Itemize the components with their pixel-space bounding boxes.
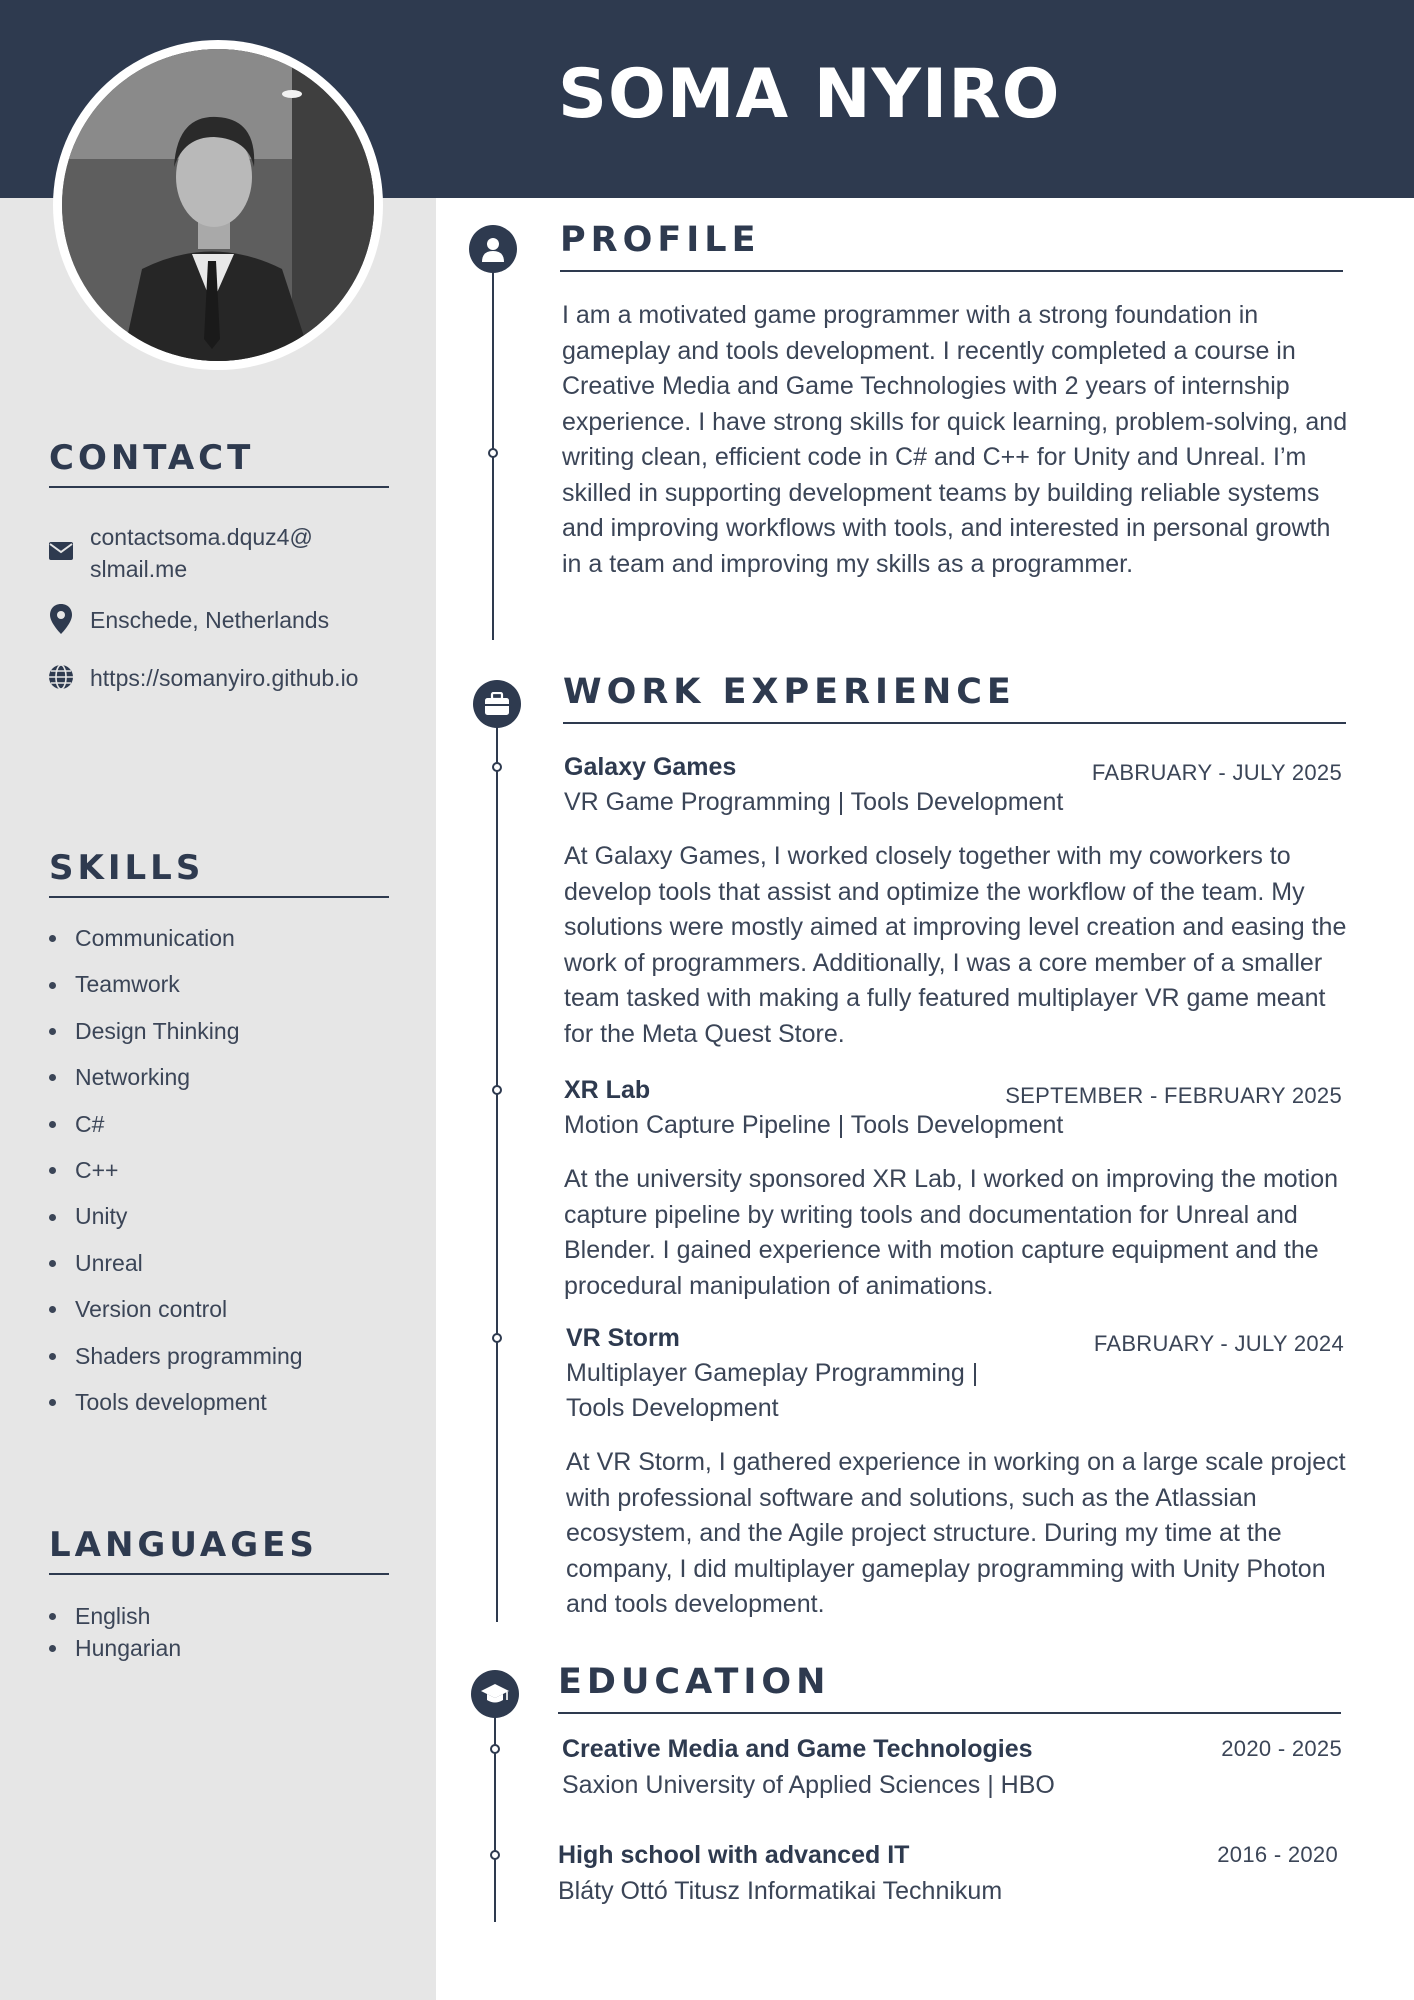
skill-item: Tools development [49, 1379, 303, 1425]
timeline-dot [492, 1085, 502, 1095]
contact-website[interactable] [46, 662, 386, 694]
skills-list [49, 915, 303, 1425]
contact-heading: CONTACT [49, 438, 389, 488]
job-date: FABRUARY - JULY 2025 [1091, 760, 1342, 785]
skill-item: C# [49, 1101, 303, 1147]
briefcase-icon [473, 680, 521, 728]
work-timeline-line [496, 727, 498, 1622]
timeline-dot [492, 762, 502, 772]
job-role: VR Game Programming | Tools Development [564, 788, 1064, 816]
email-line-2: slmail.me [90, 556, 188, 582]
language-item: Hungarian [49, 1632, 181, 1664]
location-text: Enschede, Netherlands [90, 607, 330, 633]
education-heading: EDUCATION [558, 1660, 1341, 1714]
work-experience-heading: WORK EXPERIENCE [563, 670, 1346, 724]
job-role-line-2: Tools Development [566, 1394, 779, 1422]
profile-text: I am a motivated game programmer with a strong foundation in gameplay and tools development. I recently completed a course in Creative Media and Game Technologies with 2 years of internship experience. I have strong skills for quick learning, problem-solving, and writing clean, efficient code in C# and C++ for Unity and Unreal. I’m skilled in supporting development teams by building reliable systems and improving workflows with tools, and interested in personal growth in a team and improving my skills as a programmer. [562, 301, 1348, 578]
email-line-1: contactsoma.dquz4@ [90, 524, 313, 550]
education-title: High school with advanced IT [558, 1841, 910, 1869]
website-link[interactable]: https://somanyiro.github.io [90, 665, 359, 691]
job-company: Galaxy Games [564, 753, 737, 781]
language-item: English [49, 1600, 181, 1632]
person-icon [469, 225, 517, 273]
timeline-dot [488, 448, 498, 458]
job-description: At Galaxy Games, I worked closely together with my coworkers to develop tools that assist and optimize the workflow of the team. My solutions were mostly aimed at improving level creation and easing the work of programmers. Additionally, I was a core member of a smaller team tasked with making a fully featured multiplayer VR game meant for the Meta Quest Store. [564, 842, 1347, 1048]
education-date: 2016 - 2020 [1217, 1842, 1338, 1867]
skill-item: Shaders programming [49, 1333, 303, 1379]
education-timeline-line [494, 1694, 496, 1922]
education-title: Creative Media and Game Technologies [562, 1735, 1033, 1763]
job-role: Motion Capture Pipeline | Tools Development [564, 1111, 1064, 1139]
languages-list [49, 1600, 181, 1664]
contact-email[interactable] [46, 521, 386, 585]
languages-heading: LANGUAGES [49, 1525, 389, 1575]
skill-item: Version control [49, 1286, 303, 1332]
job-description: At VR Storm, I gathered experience in working on a large scale project with professional software and solutions, such as the Atlassian ecosystem, and the Agile project structure. During my time at the company, I did multiplayer gameplay programming with Unity Photon and tools development. [566, 1448, 1346, 1618]
globe-icon [46, 662, 76, 692]
profile-photo [53, 40, 383, 370]
job-company: VR Storm [566, 1324, 680, 1352]
graduation-cap-icon [471, 1670, 519, 1718]
job-description: At the university sponsored XR Lab, I worked on improving the motion capture pipeline by writing tools and documentation for Unreal and Blender. I gained experience with motion capture equipment and the procedural manipulation of animations. [564, 1165, 1339, 1300]
timeline-dot [492, 1333, 502, 1343]
skill-item: Unity [49, 1193, 303, 1239]
skill-item: Teamwork [49, 961, 303, 1007]
skill-item: Communication [49, 915, 303, 961]
timeline-dot [490, 1850, 500, 1860]
skill-item: Design Thinking [49, 1008, 303, 1054]
skill-item: Unreal [49, 1240, 303, 1286]
skills-heading: SKILLS [49, 848, 389, 898]
education-school: Bláty Ottó Titusz Informatikai Technikum [558, 1877, 1003, 1905]
job-date: FABRUARY - JULY 2024 [1093, 1331, 1344, 1356]
timeline-dot [490, 1744, 500, 1754]
profile-timeline-line [492, 250, 494, 640]
candidate-name: SOMA NYIRO [558, 55, 1061, 134]
skill-item: C++ [49, 1147, 303, 1193]
education-date: 2020 - 2025 [1221, 1736, 1342, 1761]
profile-heading: PROFILE [560, 218, 1343, 272]
envelope-icon [46, 536, 76, 566]
profile-photo-image [62, 49, 374, 361]
skill-item: Networking [49, 1054, 303, 1100]
job-date: SEPTEMBER - FEBRUARY 2025 [1005, 1083, 1342, 1108]
education-school: Saxion University of Applied Sciences | HBO [562, 1771, 1055, 1799]
location-pin-icon [46, 604, 76, 634]
job-role-line-1: Multiplayer Gameplay Programming | [566, 1359, 979, 1387]
contact-location [46, 604, 386, 636]
job-company: XR Lab [564, 1076, 651, 1104]
